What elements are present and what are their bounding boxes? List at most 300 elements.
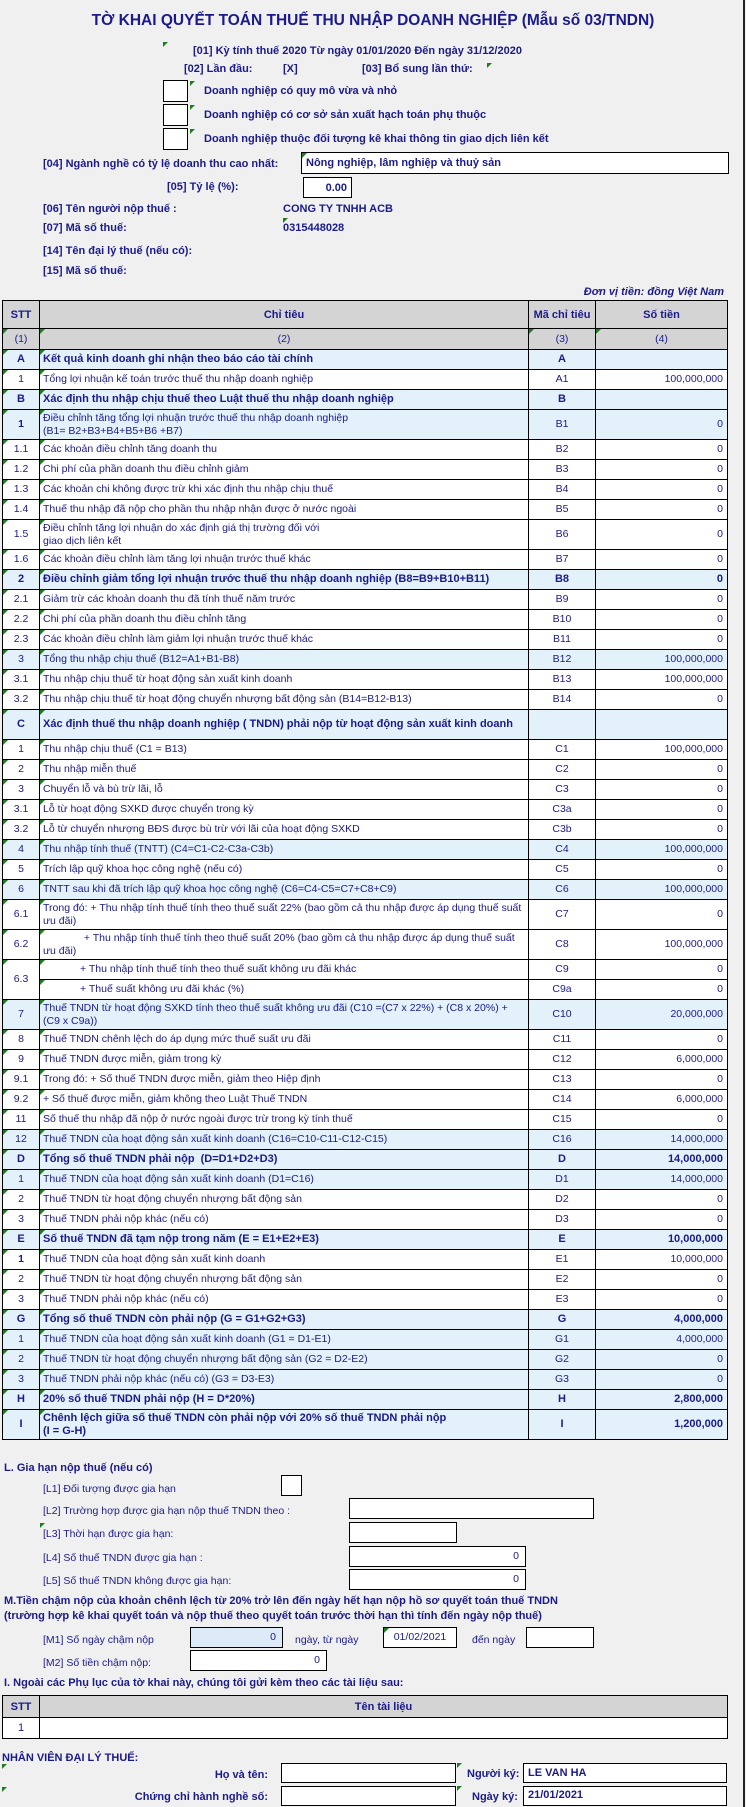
date-label: Ngày ký: (472, 1791, 518, 1803)
row-stt: 1 (3, 370, 40, 390)
row-code: G1 (529, 1330, 596, 1350)
comment-marker (384, 1628, 389, 1633)
section-m-title-1: M.Tiền chậm nộp của khoản chênh lệch từ 20% trở lên đến ngày hết hạn nộp hồ sơ quyết toán thuế TNDN (4, 1595, 558, 1607)
attachment-name[interactable] (40, 1718, 728, 1739)
table-row (3, 590, 728, 610)
row-indicator: Lỗ từ chuyển nhượng BĐS được bù trừ với lãi của hoạt động SXKD (40, 820, 529, 840)
row-stt: 9.1 (3, 1070, 40, 1090)
table-row (3, 1170, 728, 1190)
table-header-row (3, 301, 728, 329)
m2-field[interactable] (190, 1650, 327, 1671)
signer-label: Người ký: (467, 1768, 520, 1780)
row-indicator: Xác định thu nhập chịu thuế theo Luật thuế thu nhập doanh nghiệp (40, 390, 529, 410)
table-row (3, 900, 728, 930)
row-indicator: Trích lập quỹ khoa học công nghệ (nếu có) (40, 860, 529, 880)
header-stt: STT (3, 301, 40, 329)
row-amount[interactable]: 0 (596, 860, 728, 880)
first-time-label: [02] Lần đầu: (184, 63, 253, 75)
header-indicator: Chỉ tiêu (40, 301, 529, 329)
row-amount[interactable]: 0 (596, 1270, 728, 1290)
table-row (3, 1090, 728, 1110)
row-amount[interactable]: 0 (596, 800, 728, 820)
row-stt: 3.1 (3, 800, 40, 820)
row-code: C10 (529, 1000, 596, 1030)
row-indicator: Thuế TNDN phải nộp khác (nếu có) (40, 1290, 529, 1310)
row-indicator: Điều chỉnh giảm tổng lợi nhuận trước thuế thu nhập doanh nghiệp (B8=B9+B10+B11) (40, 570, 529, 590)
m2-value: 0 (314, 1654, 320, 1666)
table-row (3, 1050, 728, 1070)
row-stt: 4 (3, 840, 40, 860)
row-amount[interactable]: 0 (596, 440, 728, 460)
table-row (3, 440, 728, 460)
row-amount[interactable]: 100,000,000 (596, 670, 728, 690)
comment-marker (302, 153, 307, 158)
row-indicator: Thuế TNDN từ hoạt động chuyển nhượng bất động sản (40, 1190, 529, 1210)
row-code: C14 (529, 1090, 596, 1110)
row-amount[interactable]: 0 (596, 1030, 728, 1050)
row-amount[interactable]: 0 (596, 550, 728, 570)
row-amount[interactable] (596, 350, 728, 370)
row-indicator: Số thuế TNDN đã tạm nộp trong năm (E = E1+E2+E3) (40, 1230, 529, 1250)
row-stt: 11 (3, 1110, 40, 1130)
section-m-title-2: (trường hợp kê khai quyết toán và nộp thuế theo quyết toán trước thời hạn thì tính đến ngày nộp thuế) (4, 1610, 542, 1622)
row-amount[interactable]: 0 (596, 690, 728, 710)
row-code: C15 (529, 1110, 596, 1130)
row-amount[interactable]: 0 (596, 520, 728, 550)
row-amount[interactable]: 0 (596, 980, 728, 1000)
row-stt: 9.2 (3, 1090, 40, 1110)
table-row (3, 1370, 728, 1390)
table-row (3, 880, 728, 900)
row-code: C9 (529, 960, 596, 980)
row-stt: 2 (3, 570, 40, 590)
supplement-label: [03] Bổ sung lần thứ: (362, 63, 473, 75)
l2-label: [L2] Trường hợp được gia hạn nộp thuế TNDN theo : (43, 1505, 290, 1517)
row-stt: 6.3 (3, 960, 40, 1000)
industry-value: Nông nghiệp, lâm nghiệp và thuỷ sản (306, 157, 501, 169)
name-field[interactable] (281, 1763, 456, 1783)
attachment-stt: 1 (3, 1718, 40, 1739)
table-row (3, 690, 728, 710)
row-amount[interactable]: 0 (596, 960, 728, 980)
row-amount[interactable]: 100,000,000 (596, 880, 728, 900)
taxpayer-label: [06] Tên người nộp thuế : (43, 203, 177, 215)
row-indicator: Lỗ từ hoạt động SXKD được chuyển trong kỳ (40, 800, 529, 820)
row-amount[interactable]: 0 (596, 820, 728, 840)
row-stt: 3 (3, 650, 40, 670)
row-stt: 1 (3, 410, 40, 440)
row-code: C6 (529, 880, 596, 900)
table-row (3, 740, 728, 760)
table-row (3, 960, 728, 980)
check-label-sme: Doanh nghiệp có quy mô vừa và nhỏ (204, 85, 398, 97)
row-amount[interactable]: 4,000,000 (596, 1310, 728, 1330)
agent-code-label: [15] Mã số thuế: (43, 265, 127, 277)
comment-marker (190, 129, 195, 134)
row-code (529, 710, 596, 740)
checkbox-dependent-unit[interactable] (163, 104, 188, 126)
row-code: G3 (529, 1370, 596, 1390)
from-label: ngày, từ ngày (295, 1634, 359, 1646)
header-code: Mã chỉ tiêu (529, 301, 596, 329)
page-title: TỜ KHAI QUYẾT TOÁN THUẾ THU NHẬP DOANH NGHIỆP (Mẫu số 03/TNDN) (91, 12, 655, 29)
row-amount[interactable]: 100,000,000 (596, 930, 728, 960)
row-amount[interactable]: 14,000,000 (596, 1170, 728, 1190)
l1-label: [L1] Đối tượng được gia hạn (43, 1483, 176, 1495)
table-row (3, 930, 728, 960)
ratio-field[interactable] (303, 177, 352, 198)
section-l-title: L. Gia hạn nộp thuế (nếu có) (4, 1462, 153, 1474)
date-value: 21/01/2021 (528, 1789, 584, 1801)
row-amount[interactable]: 1,200,000 (596, 1410, 728, 1440)
to-label: đến ngày (472, 1634, 516, 1646)
table-row (3, 370, 728, 390)
comment-marker (190, 105, 195, 110)
m2-label: [M2] Số tiền chậm nộp: (43, 1657, 151, 1669)
row-indicator: Tổng số thuế TNDN còn phải nộp (G = G1+G2+G3) (40, 1310, 529, 1330)
ratio-value: 0.00 (325, 182, 347, 194)
row-code: C13 (529, 1070, 596, 1090)
row-stt: 3.2 (3, 690, 40, 710)
row-stt: C (3, 710, 40, 740)
date-field[interactable] (523, 1786, 727, 1806)
taxcode-value: 0315448028 (283, 222, 345, 234)
from-date-field[interactable] (383, 1627, 457, 1648)
row-code: D3 (529, 1210, 596, 1230)
row-code: C3 (529, 780, 596, 800)
comment-marker (2, 1787, 7, 1792)
row-stt: 1.6 (3, 550, 40, 570)
row-stt: 3 (3, 1370, 40, 1390)
table-row (3, 500, 728, 520)
row-code: B6 (529, 520, 596, 550)
table-row (3, 1250, 728, 1270)
table-row (3, 980, 728, 1000)
row-amount[interactable]: 0 (596, 1370, 728, 1390)
row-code: C7 (529, 900, 596, 930)
table-row (3, 550, 728, 570)
row-stt: 1.4 (3, 500, 40, 520)
row-indicator: Thu nhập chịu thuế từ hoạt động chuyển nhượng bất động sản (B14=B12-B13) (40, 690, 529, 710)
table-row (3, 820, 728, 840)
row-amount[interactable]: 6,000,000 (596, 1050, 728, 1070)
l4-field[interactable] (349, 1546, 526, 1567)
row-indicator: Điều chỉnh tăng tổng lợi nhuận trước thuế thu nhập doanh nghiệp (B1= B2+B3+B4+B5+B6 +B7) (40, 410, 529, 440)
row-amount[interactable]: 0 (596, 410, 728, 440)
row-code: G (529, 1310, 596, 1330)
row-code: D (529, 1150, 596, 1170)
row-code: C9a (529, 980, 596, 1000)
row-amount[interactable]: 0 (596, 480, 728, 500)
from-date-value: 01/02/2021 (393, 1631, 447, 1643)
row-stt: 7 (3, 1000, 40, 1030)
row-code: B10 (529, 610, 596, 630)
l5-field[interactable] (349, 1569, 526, 1590)
row-code: D2 (529, 1190, 596, 1210)
row-amount[interactable]: 100,000,000 (596, 740, 728, 760)
table-row (3, 460, 728, 480)
l2-field[interactable] (349, 1498, 594, 1519)
row-amount[interactable]: 0 (596, 590, 728, 610)
row-indicator: Các khoản điều chỉnh làm tăng lợi nhuận trước thuế khác (40, 550, 529, 570)
table-row (3, 800, 728, 820)
row-indicator: Thuế TNDN chênh lệch do áp dụng mức thuế suất ưu đãi (40, 1030, 529, 1050)
row-amount[interactable]: 0 (596, 1110, 728, 1130)
row-indicator: + Thuế suất không ưu đãi khác (%) (40, 980, 529, 1000)
row-amount[interactable]: 0 (596, 1070, 728, 1090)
row-indicator: Thuế TNDN phải nộp khác (nếu có) (40, 1210, 529, 1230)
to-date-field[interactable] (526, 1627, 594, 1648)
attachments-table (2, 1695, 728, 1739)
m1-label: [M1] Số ngày chậm nộp (43, 1634, 154, 1646)
taxcode-label: [07] Mã số thuế: (43, 222, 127, 234)
row-indicator: Thuế TNDN của hoạt động sản xuất kinh doanh (G1 = D1-E1) (40, 1330, 529, 1350)
check-label-related-party: Doanh nghiệp thuộc đối tượng kê khai thông tin giao dịch liên kết (204, 133, 549, 145)
row-stt: 3 (3, 1210, 40, 1230)
row-indicator: Các khoản điều chỉnh tăng doanh thu (40, 440, 529, 460)
table-row (3, 480, 728, 500)
row-code: B1 (529, 410, 596, 440)
row-code: B3 (529, 460, 596, 480)
index-3: (3) (529, 329, 596, 350)
row-code: I (529, 1410, 596, 1440)
row-code: C3b (529, 820, 596, 840)
row-stt: 5 (3, 860, 40, 880)
row-stt: A (3, 350, 40, 370)
row-code: B9 (529, 590, 596, 610)
row-amount[interactable]: 100,000,000 (596, 650, 728, 670)
row-indicator: Trong đó: + Thu nhập tính thuế tính theo thuế suất 22% (bao gồm cả thu nhập được áp dụng thuế suất ưu đãi) (40, 900, 529, 930)
checkbox-related-party[interactable] (163, 128, 188, 150)
row-stt: 1 (3, 1170, 40, 1190)
row-code: C11 (529, 1030, 596, 1050)
row-amount[interactable]: 10,000,000 (596, 1230, 728, 1250)
row-indicator: Trong đó: + Số thuế TNDN được miễn, giảm theo Hiệp định (40, 1070, 529, 1090)
comment-marker (2, 1764, 7, 1769)
attachments-header-stt: STT (3, 1696, 40, 1718)
row-code: E2 (529, 1270, 596, 1290)
row-indicator: Thuế thu nhập đã nộp cho phần thu nhập nhận được ở nước ngoài (40, 500, 529, 520)
tax-period: [01] Kỳ tính thuế 2020 Từ ngày 01/01/2020 Đến ngày 31/12/2020 (193, 45, 522, 57)
row-stt: 1 (3, 740, 40, 760)
row-indicator: Thu nhập miễn thuế (40, 760, 529, 780)
row-indicator: Thuế TNDN của hoạt động sản xuất kinh doanh (40, 1250, 529, 1270)
row-code: G2 (529, 1350, 596, 1370)
row-indicator: Giảm trừ các khoản doanh thu đã tính thuế năm trước (40, 590, 529, 610)
row-code: A1 (529, 370, 596, 390)
row-indicator: + Thu nhập tính thuế tính theo thuế suất 20% (bao gồm cả thu nhập được áp dụng thuế suất ưu đãi) (40, 930, 529, 960)
row-code: D1 (529, 1170, 596, 1190)
table-row (3, 1210, 728, 1230)
row-stt: 3.2 (3, 820, 40, 840)
row-code: B13 (529, 670, 596, 690)
industry-label: [04] Ngành nghề có tỷ lệ doanh thu cao nhất: (43, 158, 279, 170)
table-row (3, 1110, 728, 1130)
row-indicator: Chi phí của phần doanh thu điều chỉnh giảm (40, 460, 529, 480)
row-stt: 6.2 (3, 930, 40, 960)
l1-checkbox[interactable] (281, 1475, 302, 1496)
table-row (3, 1190, 728, 1210)
m1-field[interactable] (190, 1627, 283, 1648)
window-right-border (743, 0, 745, 1807)
row-amount[interactable]: 0 (596, 610, 728, 630)
table-row (3, 1410, 728, 1440)
row-indicator: + Số thuế được miễn, giảm không theo Luật Thuế TNDN (40, 1090, 529, 1110)
row-code: B (529, 390, 596, 410)
row-code: B12 (529, 650, 596, 670)
table-row (3, 520, 728, 550)
row-code: C3a (529, 800, 596, 820)
row-code: C8 (529, 930, 596, 960)
row-indicator: Xác định thuế thu nhập doanh nghiệp ( TNDN) phải nộp từ hoạt động sản xuất kinh doanh (40, 710, 529, 740)
row-indicator: Thu nhập chịu thuế (C1 = B13) (40, 740, 529, 760)
row-stt: 1 (3, 1330, 40, 1350)
row-indicator: Thuế TNDN từ hoạt động chuyển nhượng bất động sản (G2 = D2-E2) (40, 1350, 529, 1370)
row-stt: I (3, 1410, 40, 1440)
signer-value: LE VAN HA (528, 1767, 587, 1779)
table-row (3, 610, 728, 630)
row-stt: 2 (3, 1350, 40, 1370)
comment-marker (487, 63, 492, 68)
table-row (3, 570, 728, 590)
row-indicator: Chênh lệch giữa số thuế TNDN còn phải nộp với 20% số thuế TNDN phải nộp (I = G-H) (40, 1410, 529, 1440)
row-stt: 1.5 (3, 520, 40, 550)
row-amount[interactable]: 0 (596, 1190, 728, 1210)
row-code: C16 (529, 1130, 596, 1150)
table-row (3, 1070, 728, 1090)
table-row (3, 840, 728, 860)
row-code: B14 (529, 690, 596, 710)
l3-field[interactable] (349, 1522, 457, 1543)
row-indicator: Thuế TNDN được miễn, giảm trong kỳ (40, 1050, 529, 1070)
l3-label: [L3] Thời hạn được gia hạn: (43, 1528, 174, 1540)
row-amount[interactable]: 10,000,000 (596, 1250, 728, 1270)
index-1: (1) (3, 329, 40, 350)
row-code: B5 (529, 500, 596, 520)
row-stt: B (3, 390, 40, 410)
signer-field[interactable] (523, 1763, 727, 1783)
row-amount[interactable]: 0 (596, 630, 728, 650)
row-amount[interactable]: 0 (596, 570, 728, 590)
row-amount[interactable]: 14,000,000 (596, 1130, 728, 1150)
row-amount[interactable]: 0 (596, 460, 728, 480)
table-row (3, 1150, 728, 1170)
row-indicator: Thu nhập tính thuế (TNTT) (C4=C1-C2-C3a-C3b) (40, 840, 529, 860)
row-amount[interactable] (596, 710, 728, 740)
row-indicator: + Thu nhập tính thuế tính theo thuế suất không ưu đãi khác (40, 960, 529, 980)
industry-field[interactable] (301, 152, 729, 174)
attachment-row[interactable] (3, 1718, 728, 1739)
row-amount[interactable]: 0 (596, 1290, 728, 1310)
row-indicator: Chuyển lỗ và bù trừ lãi, lỗ (40, 780, 529, 800)
row-amount[interactable]: 2,800,000 (596, 1390, 728, 1410)
agent-staff-title: NHÂN VIÊN ĐẠI LÝ THUẾ: (2, 1752, 139, 1764)
row-stt: 6 (3, 880, 40, 900)
cert-label: Chứng chỉ hành nghề số: (134, 1791, 268, 1803)
index-2: (2) (40, 329, 529, 350)
row-stt: 12 (3, 1130, 40, 1150)
row-indicator: Thu nhập chịu thuế từ hoạt động sản xuất kinh doanh (40, 670, 529, 690)
row-code: B11 (529, 630, 596, 650)
table-row (3, 1330, 728, 1350)
checkbox-sme[interactable] (163, 80, 188, 102)
table-row (3, 410, 728, 440)
row-amount[interactable]: 100,000,000 (596, 840, 728, 860)
row-stt: 1.3 (3, 480, 40, 500)
row-amount[interactable]: 4,000,000 (596, 1330, 728, 1350)
first-time-value[interactable]: [X] (283, 63, 298, 75)
row-stt: 2 (3, 760, 40, 780)
row-indicator: Điều chỉnh tăng lợi nhuận do xác định giá thị trường đối với giao dịch liên kết (40, 520, 529, 550)
row-amount[interactable]: 0 (596, 780, 728, 800)
row-amount[interactable] (596, 390, 728, 410)
row-indicator: 20% số thuế TNDN phải nộp (H = D*20%) (40, 1390, 529, 1410)
cert-field[interactable] (281, 1786, 456, 1806)
name-label: Họ và tên: (214, 1769, 268, 1781)
table-row (3, 1270, 728, 1290)
table-row (3, 1310, 728, 1330)
comment-marker (457, 1786, 462, 1791)
row-stt: 3 (3, 780, 40, 800)
row-amount[interactable]: 0 (596, 760, 728, 780)
row-code: B4 (529, 480, 596, 500)
l5-value: 0 (513, 1573, 519, 1585)
index-4: (4) (596, 329, 728, 350)
row-amount[interactable]: 100,000,000 (596, 370, 728, 390)
table-row (3, 1000, 728, 1030)
table-row (3, 1290, 728, 1310)
row-code: E1 (529, 1250, 596, 1270)
table-row (3, 630, 728, 650)
row-stt: 8 (3, 1030, 40, 1050)
row-amount[interactable]: 0 (596, 1210, 728, 1230)
row-stt: G (3, 1310, 40, 1330)
row-stt: D (3, 1150, 40, 1170)
table-row (3, 860, 728, 880)
row-stt: 2.1 (3, 590, 40, 610)
row-stt: 3.1 (3, 670, 40, 690)
row-indicator: Thuế TNDN phải nộp khác (nếu có) (G3 = D3-E3) (40, 1370, 529, 1390)
row-indicator: Các khoản chi không được trừ khi xác định thu nhập chịu thuế (40, 480, 529, 500)
table-row (3, 650, 728, 670)
row-code: C1 (529, 740, 596, 760)
table-row (3, 1230, 728, 1250)
row-code: B7 (529, 550, 596, 570)
row-amount[interactable]: 14,000,000 (596, 1150, 728, 1170)
row-stt: 1.1 (3, 440, 40, 460)
row-indicator: Các khoản điều chỉnh làm giảm lợi nhuận trước thuế khác (40, 630, 529, 650)
row-amount[interactable]: 0 (596, 1350, 728, 1370)
check-label-dependent-unit: Doanh nghiệp có cơ sở sản xuất hạch toán phụ thuộc (204, 109, 487, 121)
row-amount[interactable]: 0 (596, 500, 728, 520)
row-code: C4 (529, 840, 596, 860)
l5-label: [L5] Số thuế TNDN không được gia hạn: (43, 1575, 232, 1587)
row-indicator: Thuế TNDN của hoạt động sản xuất kinh doanh (C16=C10-C11-C12-C15) (40, 1130, 529, 1150)
row-amount[interactable]: 0 (596, 900, 728, 930)
declaration-table (2, 300, 728, 1440)
table-row (3, 350, 728, 370)
table-row (3, 390, 728, 410)
taxpayer-value: CONG TY TNHH ACB (283, 203, 393, 215)
row-indicator: Kết quả kinh doanh ghi nhận theo báo cáo tài chính (40, 350, 529, 370)
attachments-header-name: Tên tài liệu (40, 1696, 728, 1718)
attachments-header-row (3, 1696, 728, 1718)
row-amount[interactable]: 20,000,000 (596, 1000, 728, 1030)
row-amount[interactable]: 6,000,000 (596, 1090, 728, 1110)
table-row (3, 710, 728, 740)
row-indicator: Thuế TNDN của hoạt động sản xuất kinh doanh (D1=C16) (40, 1170, 529, 1190)
row-stt: 2.2 (3, 610, 40, 630)
